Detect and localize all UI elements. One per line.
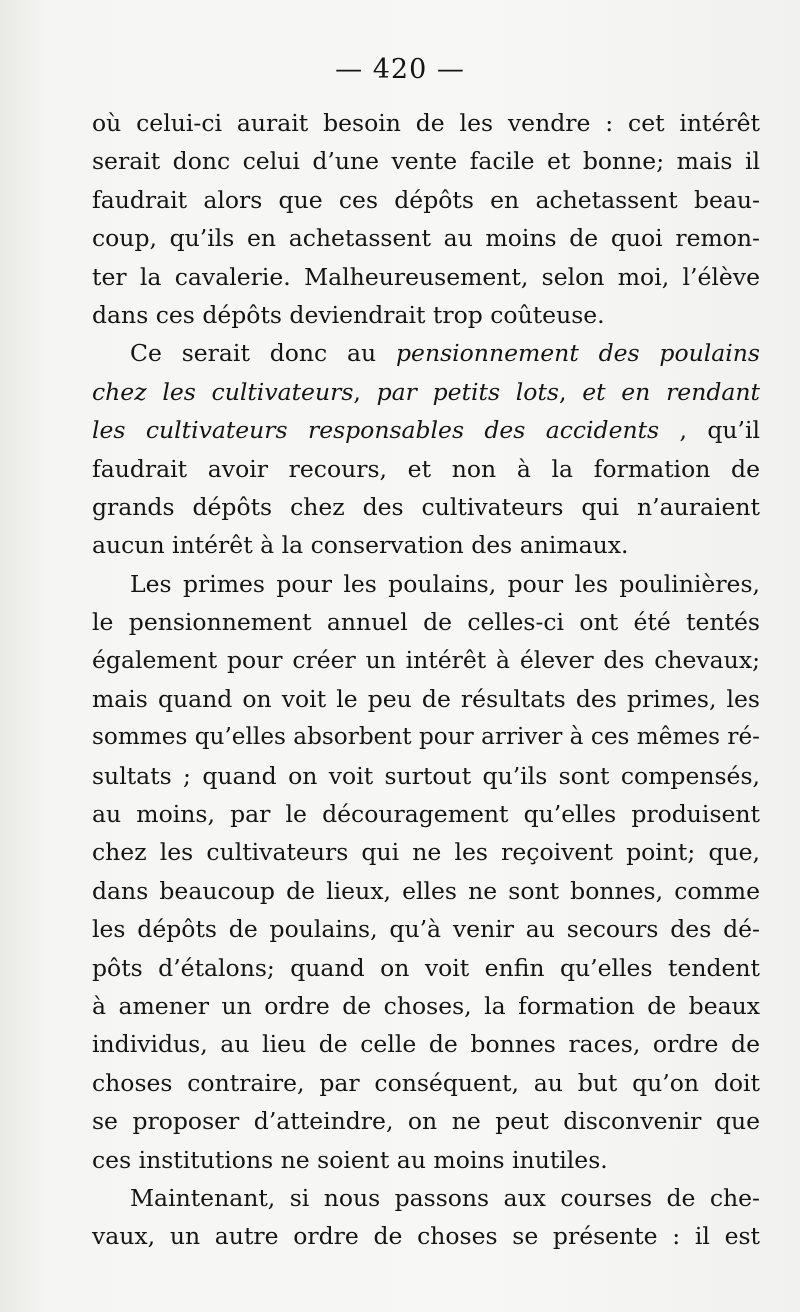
text-line — [92, 142, 760, 180]
text-segment: les dépôts de poulains, qu’à venir au secours des dé- — [92, 915, 760, 944]
text-segment: aucun intérêt à la conservation des animaux. — [92, 531, 629, 560]
text-line — [92, 258, 760, 296]
text-segment: au moins, par le découragement qu’elles produisent — [92, 800, 760, 829]
text-segment: sultats ; quand on voit surtout qu’ils sont compensés, — [92, 761, 760, 790]
text-segment: dans ces dépôts deviendrait trop coûteuse. — [92, 300, 605, 329]
body-text — [92, 104, 760, 1256]
text-line — [92, 641, 760, 679]
text-line — [92, 603, 760, 641]
text-segment: également pour créer un intérêt à élever des chevaux; — [92, 646, 760, 675]
text-segment: coup, qu’ils en achetassent au moins de quoi remon- — [92, 224, 760, 253]
text-line — [92, 1064, 760, 1102]
text-segment: Les primes pour les poulains, pour les poulinières, — [130, 569, 760, 598]
italic-text: pensionnement des poulains — [396, 339, 760, 368]
text-line — [92, 488, 760, 526]
text-segment: ter la cavalerie. Malheureusement, selon moi, l’élève — [92, 262, 760, 291]
text-segment: Ce serait donc au — [130, 339, 396, 368]
text-line — [92, 181, 760, 219]
text-line — [92, 1141, 760, 1179]
text-line — [92, 949, 760, 987]
text-line — [92, 718, 760, 756]
text-segment: serait donc celui d’une vente facile et bonne; mais il — [92, 147, 760, 176]
text-segment: se proposer d’atteindre, on ne peut disconvenir que — [92, 1107, 760, 1136]
page-number: — 420 — — [335, 54, 465, 85]
text-segment: , — [558, 377, 583, 406]
text-line — [92, 833, 760, 871]
text-segment: mais quand on voit le peu de résultats des primes, les — [92, 684, 760, 713]
text-segment: faudrait avoir recours, et non à la formation de — [92, 454, 760, 483]
text-line — [92, 296, 760, 334]
text-segment: ces institutions ne soient au moins inutiles. — [92, 1145, 608, 1174]
text-segment: vaux, un autre ordre de choses se présente : il est — [92, 1222, 760, 1251]
text-line — [92, 1179, 760, 1217]
italic-text: par petits lots — [376, 377, 559, 406]
text-segment: à amener un ordre de choses, la formation de beaux — [92, 991, 760, 1020]
text-line — [92, 757, 760, 795]
text-line — [92, 450, 760, 488]
text-line — [92, 1217, 760, 1255]
text-line — [92, 104, 760, 142]
text-segment: individus, au lieu de celle de bonnes races, ordre de — [92, 1030, 760, 1059]
text-segment: le pensionnement annuel de celles-ci ont été tentés — [92, 608, 760, 637]
text-segment: , — [353, 377, 377, 406]
text-segment: grands dépôts chez des cultivateurs qui n’auraient — [92, 492, 760, 521]
text-line — [92, 987, 760, 1025]
text-segment: où celui-ci aurait besoin de les vendre : cet intérêt — [92, 109, 760, 137]
text-line — [92, 411, 760, 449]
text-line — [92, 526, 760, 564]
text-segment: choses contraire, par conséquent, au but qu’on doit — [92, 1068, 760, 1097]
text-line — [92, 1102, 760, 1140]
italic-text: les cultivateurs responsables des accidents — [92, 416, 660, 445]
italic-text: chez les cultivateurs — [92, 377, 354, 406]
text-segment: pôts d’étalons; quand on voit enfin qu’elles tendent — [92, 953, 760, 982]
text-line — [92, 795, 760, 833]
text-segment: sommes qu’elles absorbent pour arriver à ces mêmes ré- — [92, 724, 760, 751]
italic-text: et en rendant — [582, 377, 760, 406]
text-line — [92, 373, 760, 411]
text-segment: Maintenant, si nous passons aux courses de che- — [130, 1183, 760, 1212]
text-segment: dans beaucoup de lieux, elles ne sont bonnes, comme — [92, 876, 760, 905]
text-segment: , qu’il — [659, 416, 760, 445]
text-line — [92, 910, 760, 948]
text-line — [92, 334, 760, 372]
text-line — [92, 680, 760, 718]
text-segment: chez les cultivateurs qui ne les reçoivent point; que, — [92, 838, 760, 867]
text-line — [92, 1025, 760, 1063]
text-line — [92, 872, 760, 910]
text-line — [92, 565, 760, 603]
text-segment: faudrait alors que ces dépôts en achetassent beau- — [92, 185, 760, 214]
text-line — [92, 219, 760, 257]
